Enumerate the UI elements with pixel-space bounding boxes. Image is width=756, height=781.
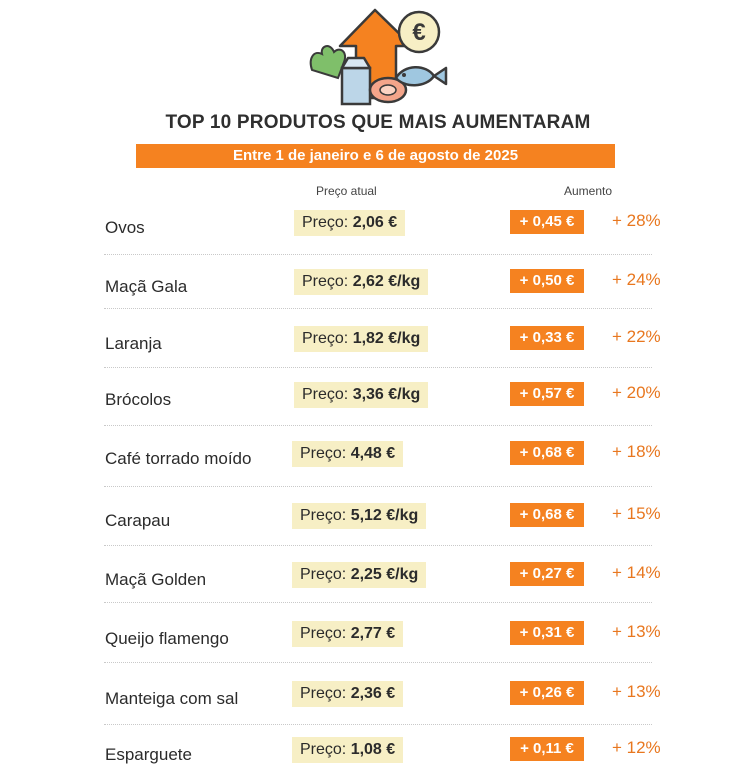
column-header-increase: Aumento bbox=[564, 184, 613, 198]
increase-badge: + 0,68 € bbox=[510, 503, 584, 527]
price-value: 2,77 € bbox=[350, 625, 396, 642]
table-row bbox=[0, 326, 756, 366]
table-row bbox=[0, 681, 756, 721]
product-name: Laranja bbox=[105, 334, 162, 353]
price-prefix: Preço: bbox=[300, 625, 351, 642]
price-label bbox=[292, 621, 403, 647]
increase-badge: + 0,57 € bbox=[510, 382, 584, 406]
chart-title: TOP 10 PRODUTOS QUE MAIS AUMENTARAM bbox=[165, 112, 591, 133]
increase-percent: + 13% bbox=[612, 622, 661, 641]
increase-percent: + 12% bbox=[612, 738, 661, 757]
price-value: 3,36 €/kg bbox=[352, 386, 421, 403]
table-row bbox=[0, 503, 756, 543]
increase-badge: + 0,45 € bbox=[510, 210, 584, 234]
row-divider bbox=[104, 545, 652, 546]
price-prefix: Preço: bbox=[302, 386, 353, 403]
price-value: 2,62 €/kg bbox=[352, 273, 421, 290]
price-prefix: Preço: bbox=[300, 566, 351, 583]
increase-percent: + 18% bbox=[612, 442, 661, 461]
price-prefix: Preço: bbox=[300, 741, 351, 758]
price-label bbox=[292, 681, 403, 707]
increase-badge: + 0,68 € bbox=[510, 441, 584, 465]
increase-percent: + 20% bbox=[612, 383, 661, 402]
increase-badge: + 0,27 € bbox=[510, 562, 584, 586]
price-label bbox=[294, 382, 428, 408]
row-divider bbox=[104, 662, 652, 663]
row-divider bbox=[104, 486, 652, 487]
price-label bbox=[294, 326, 428, 352]
price-value: 4,48 € bbox=[350, 445, 396, 462]
table-row bbox=[0, 441, 756, 481]
increase-badge: + 0,33 € bbox=[510, 326, 584, 350]
product-name: Ovos bbox=[105, 218, 145, 237]
table-row bbox=[0, 621, 756, 661]
price-label bbox=[294, 269, 428, 295]
price-label bbox=[294, 210, 405, 236]
product-name: Carapau bbox=[105, 511, 171, 530]
price-value: 1,08 € bbox=[350, 741, 396, 758]
price-prefix: Preço: bbox=[300, 507, 351, 524]
row-divider bbox=[104, 367, 652, 368]
price-value: 2,25 €/kg bbox=[350, 566, 419, 583]
product-name: Esparguete bbox=[105, 745, 192, 764]
row-divider bbox=[104, 308, 652, 309]
increase-badge: + 0,31 € bbox=[510, 621, 584, 645]
price-value: 2,06 € bbox=[352, 214, 398, 231]
price-value: 2,36 € bbox=[350, 685, 396, 702]
table-row bbox=[0, 562, 756, 602]
price-label bbox=[292, 562, 426, 588]
increase-percent: + 14% bbox=[612, 563, 661, 582]
price-value: 5,12 €/kg bbox=[350, 507, 419, 524]
product-name: Queijo flamengo bbox=[105, 629, 229, 648]
price-prefix: Preço: bbox=[300, 685, 351, 702]
price-prefix: Preço: bbox=[300, 445, 351, 462]
product-name: Manteiga com sal bbox=[105, 689, 239, 708]
column-header-price: Preço atual bbox=[316, 184, 377, 198]
price-label bbox=[292, 503, 426, 529]
increase-percent: + 15% bbox=[612, 504, 661, 523]
euro-symbol: € bbox=[412, 19, 426, 46]
table-row bbox=[0, 737, 756, 777]
row-divider bbox=[104, 724, 652, 725]
price-prefix: Preço: bbox=[302, 214, 353, 231]
product-name: Brócolos bbox=[105, 390, 172, 409]
row-divider bbox=[104, 254, 652, 255]
increase-percent: + 24% bbox=[612, 270, 661, 289]
product-name: Maçã Golden bbox=[105, 570, 207, 589]
price-value: 1,82 €/kg bbox=[352, 330, 421, 347]
row-divider bbox=[104, 602, 652, 603]
table-row bbox=[0, 210, 756, 250]
chart-subtitle: Entre 1 de janeiro e 6 de agosto de 2025 bbox=[136, 144, 615, 168]
price-label bbox=[292, 737, 403, 763]
increase-percent: + 28% bbox=[612, 211, 661, 230]
price-label bbox=[292, 441, 403, 467]
price-prefix: Preço: bbox=[302, 330, 353, 347]
increase-badge: + 0,11 € bbox=[510, 737, 584, 761]
product-name: Maçã Gala bbox=[105, 277, 188, 296]
increase-badge: + 0,50 € bbox=[510, 269, 584, 293]
increase-percent: + 22% bbox=[612, 327, 661, 346]
table-row bbox=[0, 269, 756, 309]
product-name: Café torrado moído bbox=[105, 449, 252, 468]
table-row bbox=[0, 382, 756, 422]
groceries-price-increase-icon bbox=[300, 6, 450, 108]
price-prefix: Preço: bbox=[302, 273, 353, 290]
increase-percent: + 13% bbox=[612, 682, 661, 701]
row-divider bbox=[104, 425, 652, 426]
increase-badge: + 0,26 € bbox=[510, 681, 584, 705]
